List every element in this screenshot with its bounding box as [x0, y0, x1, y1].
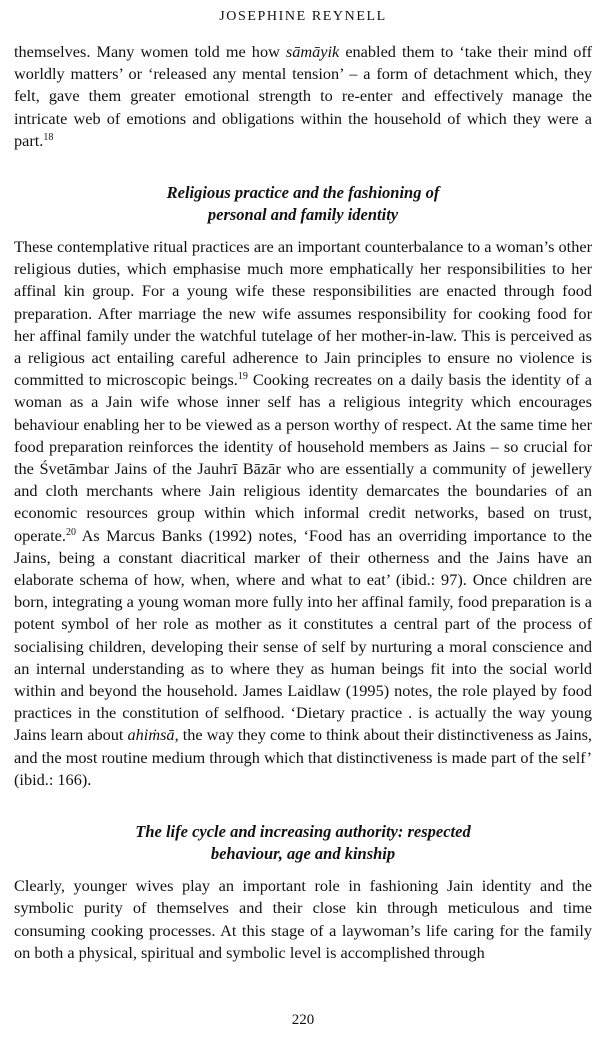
running-head: JOSEPHINE REYNELL [219, 9, 387, 24]
paragraph-1-text-b: enabled them to ‘take their mind off worldly matters’ or ‘released any mental tension’ – a form of detachment which, they felt, gave them greater emotional strength to re-enter and effectively manage the intricate web of emotions and obligations within the household of which they were a part. [14, 42, 592, 150]
footnote-ref-20: 20 [65, 526, 76, 538]
page-number: 220 [291, 1012, 315, 1028]
paragraph-2-text-d: , the way they come to think about their distinctiveness as Jains, and the most routine medium through which that distinctiveness is made part of the self’ (ibid.: 166). [14, 725, 592, 789]
paragraph-2-text-a: These contemplative ritual practices are an important counterbalance to a woman’s other religious duties, which emphasise much more emphatically her responsibilities to her affinal kin group. For a young wife these responsibilities are enacted through food preparation. After marriage the new wife assumes responsibility for cooking food for her affinal family under the watchful tutelage of her mother-in-law. This is perceived as a religious act entailing careful adherence to Jain principles to ensure no violence is committed to microscopic beings. [14, 237, 592, 390]
paragraph-2-text-b: Cooking recreates on a daily basis the identity of a woman as a Jain wife whose inner self has a religious integrity which encourages behaviour enabling her to be viewed as a person worthy of respect. At the same time her food preparation reinforces the identity of household members as Jains – so crucial for the Śvetāmbar Jains of the Jauhrī Bāzār who are essentially a community of jewellery and cloth merchants where Jain religious identity demarcates the boundaries of an economic resources group within which informal credit networks, based on trust, operate. [14, 370, 592, 545]
section-heading-2-line-2: behaviour, age and kinship [210, 844, 396, 864]
section-heading-2 [14, 821, 592, 865]
paragraph-3 [14, 875, 592, 964]
section-heading-1-line-2: personal and family identity [207, 205, 399, 225]
paragraph-3-text: Clearly, younger wives play an important role in fashioning Jain identity and the symbolic purity of themselves and their close kin through meticulous and time consuming cooking processes. At this stage of a laywoman’s life caring for the family on both a physical, spiritual and symbolic level is accomplished through [14, 876, 592, 962]
paragraph-2-text-c: As Marcus Banks (1992) notes, ‘Food has an overriding importance to the Jains, being a constant diacritical marker of their otherness and the Jains have an elaborate schema of how, when, where and what to eat’ (ibid.: 97). Once children are born, integrating a young woman more fully into her affinal family, food preparation is a potent symbol of her role as mother as it constitutes a central part of the process of socialising children, developing their sense of self by nurturing a moral conscience and an internal understanding as to where they as human beings fit into the social world within and beyond the household. James Laidlaw (1995) notes, the role played by food practices in the constitution of selfhood. ‘Dietary practice . is actually the way young Jains learn about [14, 525, 592, 745]
footnote-ref-19: 19 [237, 371, 248, 383]
section-heading-1-line-1: Religious practice and the fashioning of [166, 183, 440, 203]
paragraph-1-term: sāmāyik [285, 42, 340, 61]
paragraph-2-term: ahiṁsā [127, 725, 175, 745]
paragraph-1-text-a: themselves. Many women told me how [14, 42, 286, 61]
paragraph-2 [14, 236, 592, 791]
paragraph-1 [14, 41, 592, 152]
footnote-ref-18: 18 [43, 131, 54, 143]
section-heading-1 [14, 182, 592, 226]
book-page [14, 0, 592, 1039]
section-heading-2-line-1: The life cycle and increasing authority: respected [135, 822, 471, 842]
